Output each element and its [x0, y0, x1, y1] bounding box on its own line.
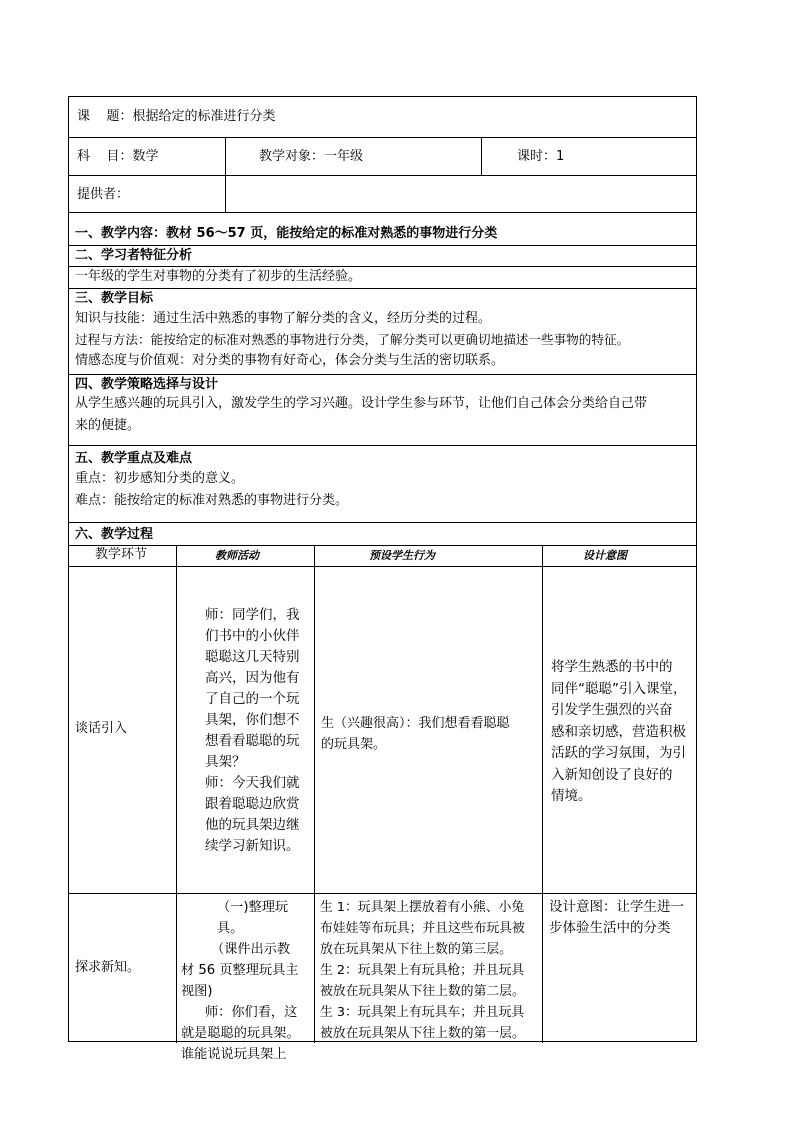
audience-field — [259, 148, 363, 166]
intent-line: 感和亲切感，营造积极 — [551, 723, 686, 740]
teacher-line: 了自己的一个玩 — [205, 691, 300, 707]
learner-text: 一年级的学生对事物的分类有了初步的生活经验。 — [75, 269, 362, 284]
hours-field — [517, 148, 564, 166]
intent-line: 情境。 — [551, 788, 592, 804]
section-process-title: 六、教学过程 — [75, 527, 154, 542]
student-line: 生 1：玩具架上摆放着有小熊、小兔 — [320, 900, 525, 915]
topic-value: 根据给定的标准进行分类 — [132, 109, 276, 124]
col-header-intent: 设计意图 — [583, 549, 627, 562]
row-divider — [69, 175, 696, 176]
row-divider — [69, 522, 696, 523]
section-goals-title: 三、教学目标 — [75, 291, 154, 306]
teacher-line: 们书中的小伙伴 — [205, 628, 300, 644]
intent-line: 同伴“聪聪”引入课堂， — [551, 680, 687, 697]
teacher-line: 师：你们看，这 — [205, 1005, 298, 1020]
student-line: 的玩具架。 — [321, 737, 387, 752]
teacher-activity-explore — [181, 897, 313, 1065]
teacher-line: 具架？ — [205, 754, 246, 770]
teacher-line: 谁能说说玩具架上 — [181, 1047, 287, 1062]
intent-line: 将学生熟悉的书中的 — [551, 659, 673, 675]
intent-line: 引发学生强烈的兴奋 — [551, 702, 673, 718]
design-intent-intro — [551, 657, 696, 808]
teacher-line: 聪聪这几天特别 — [205, 649, 300, 665]
student-line: 被放在玩具架从下往上数的第二层。 — [320, 984, 525, 999]
row-divider — [69, 374, 696, 375]
student-behavior-explore — [320, 897, 542, 1044]
intent-line: 活跃的学习氛围，为引 — [551, 745, 686, 761]
topic-row — [77, 108, 276, 126]
strategy-line-1: 从学生感兴趣的玩具引入，激发学生的学习兴趣。设计学生参与环节，让他们自己体会分类给自己带 — [75, 396, 648, 411]
hours-label: 课时： — [517, 149, 557, 164]
goal-emotion: 情感态度与价值观：对分类的事物有好奇心，体会分类与生活的密切联系。 — [75, 353, 505, 368]
hours-value: 1 — [556, 149, 565, 164]
row-divider — [69, 545, 696, 546]
subject-row — [77, 148, 159, 166]
student-line: 生（兴趣很高）：我们想看看聪聪 — [321, 716, 510, 731]
topic-label: 课 题： — [77, 109, 133, 124]
section-learner-title: 二、学习者特征分析 — [75, 248, 193, 263]
row-divider — [69, 566, 696, 567]
teacher-line: 师：同学们，我 — [205, 607, 300, 623]
intent-line: 入新知创设了良好的 — [551, 766, 673, 783]
row-divider — [69, 266, 696, 267]
row-divider — [69, 445, 696, 446]
student-line: 被放在玩具架从下往上数的第一层。 — [320, 1026, 525, 1041]
difficult-point: 难点：能按给定的标准对熟悉的事物进行分类。 — [75, 493, 349, 508]
teacher-line: 就是聪聪的玩具架。 — [181, 1026, 300, 1041]
row-divider — [69, 245, 696, 246]
col-divider — [225, 137, 226, 212]
audience-value: 一年级 — [324, 149, 364, 164]
lesson-plan-table — [68, 96, 697, 1062]
audience-label: 教学对象： — [259, 149, 325, 164]
goal-process: 过程与方法：能按给定的标准对熟悉的事物进行分类，了解分类可以更确切地描述一些事物的特征。 — [75, 332, 630, 347]
goal-knowledge: 知识与技能：通过生活中熟悉的事物了解分类的含义，经历分类的过程。 — [75, 311, 492, 326]
student-behavior-intro — [321, 713, 541, 755]
section-keypoints-title: 五、教学重点及难点 — [75, 451, 193, 466]
teacher-line: （课件出示教 — [211, 942, 291, 957]
key-point: 重点：初步感知分类的意义。 — [75, 471, 245, 486]
teacher-line: （一)整理玩具。 — [217, 900, 289, 936]
teacher-activity-intro — [205, 605, 311, 857]
col-divider — [176, 545, 177, 1043]
stage-intro: 谈话引入 — [75, 721, 128, 736]
teacher-line: 跟着聪聪边欣赏 — [205, 796, 300, 812]
col-divider — [314, 545, 315, 1043]
student-line: 生 3：玩具架上有玩具车；并且玩具 — [320, 1005, 525, 1020]
row-divider — [69, 893, 696, 894]
stage-explore: 探求新知。 — [75, 960, 141, 975]
col-header-stage: 教学环节 — [95, 547, 148, 562]
col-divider — [542, 545, 543, 1043]
design-intent-explore — [549, 897, 696, 939]
student-line: 放在玩具架从下往上数的第三层。 — [320, 942, 512, 957]
intent-line: 步体验生活中的分类 — [549, 920, 671, 936]
teacher-line: 师：今天我们就 — [205, 775, 300, 791]
section-strategy-title: 四、教学策略选择与设计 — [75, 377, 219, 392]
teacher-line: 高兴，因为他有 — [205, 670, 300, 686]
teacher-line: 视图) — [181, 984, 213, 999]
strategy-line-2: 来的便捷。 — [75, 418, 141, 433]
col-divider — [481, 137, 482, 175]
col-header-teacher: 教师活动 — [215, 549, 259, 562]
teacher-line: 材 56 页整理玩具主 — [181, 963, 299, 978]
teacher-line: 他的玩具架边继 — [205, 817, 300, 833]
student-line: 布娃娃等布玩具；并且这些布玩具被 — [320, 921, 525, 936]
teacher-line: 续学习新知识。 — [205, 838, 300, 854]
intent-line: 设计意图：让学生进一 — [549, 899, 684, 915]
row-divider — [69, 212, 696, 213]
row-divider — [69, 137, 696, 138]
teacher-line: 具架，你们想不 — [205, 712, 300, 728]
subject-label: 科 目： — [77, 149, 133, 164]
subject-value: 数学 — [132, 149, 159, 164]
row-divider — [69, 288, 696, 289]
col-header-student: 预设学生行为 — [369, 549, 435, 562]
student-line: 生 2：玩具架上有玩具枪；并且玩具 — [320, 963, 525, 978]
provider-label: 提供者： — [77, 187, 130, 202]
section-content: 一、教学内容：教材 56～57 页，能按给定的标准对熟悉的事物进行分类 — [75, 226, 498, 241]
teacher-line: 想看看聪聪的玩 — [205, 733, 300, 749]
